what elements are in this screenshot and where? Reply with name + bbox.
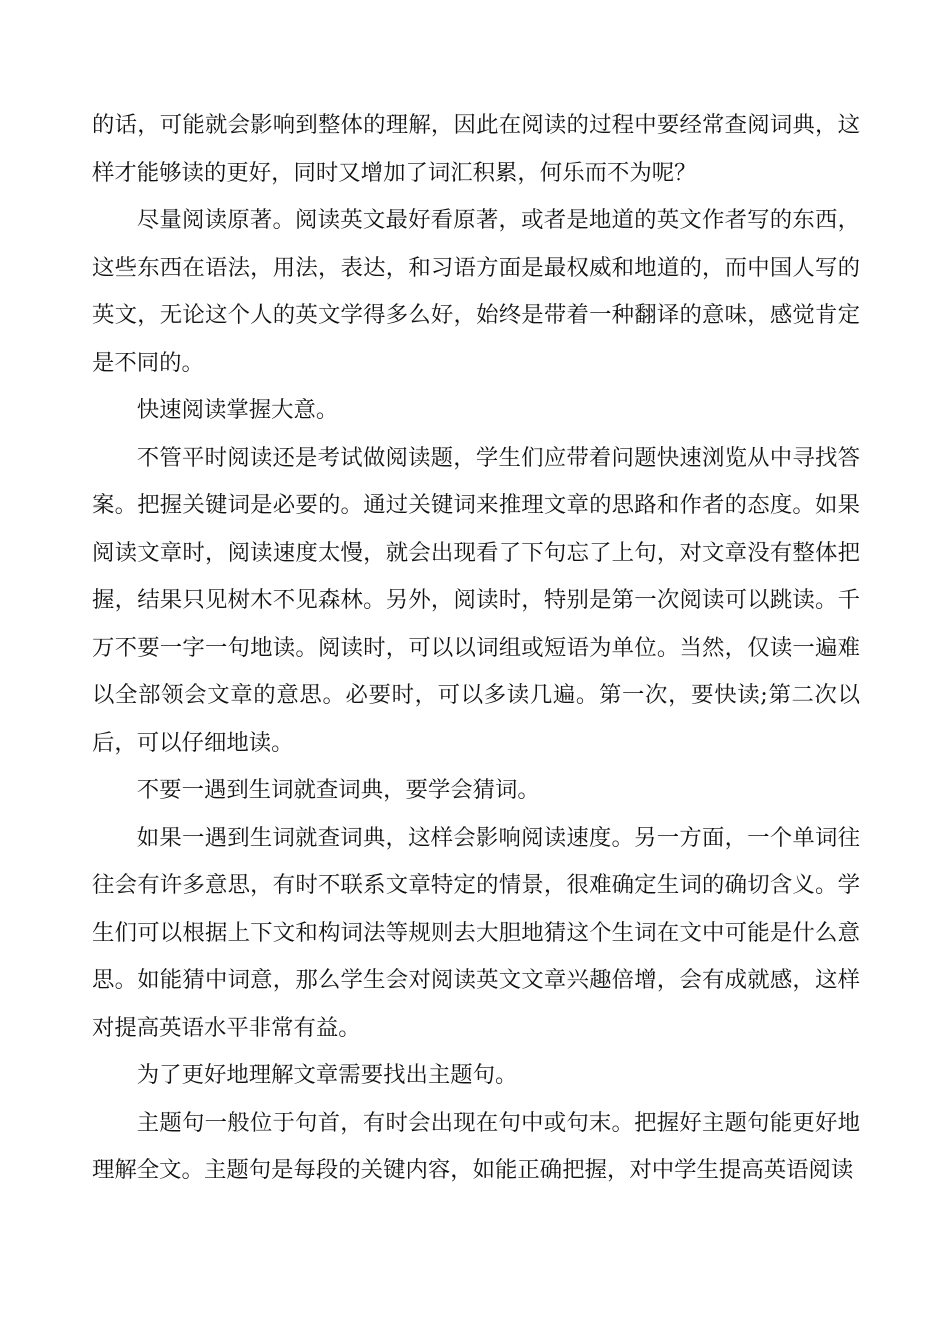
paragraph-guess-words: 如果一遇到生词就查词典，这样会影响阅读速度。另一方面，一个单词往往会有许多意思，有时不联系文章特定的情景，很难确定生词的确切含义。学生们可以根据上下文和构词法等规则去大胆地猜这个生词在文中可能是什么意思。如能猜中词意，那么学生会对阅读英文文章兴趣倍增，会有成就感，这样对提高英语水平非常有益。: [92, 824, 860, 1041]
paragraph-fast-reading: 不管平时阅读还是考试做阅读题，学生们应带着问题快速浏览从中寻找答案。把握关键词是必要的。通过关键词来推理文章的思路和作者的态度。如果阅读文章时，阅读速度太慢，就会出现看了下句忘了上句，对文章没有整体把握，结果只见树木不见森林。另外，阅读时，特别是第一次阅读可以跳读。千万不要一字一句地读。阅读时，可以以词组或短语为单位。当然，仅读一遍难以全部领会文章的意思。必要时，可以多读几遍。第一次，要快读;第二次以后，可以仔细地读。: [92, 444, 860, 756]
heading-fast-reading: 快速阅读掌握大意。: [136, 397, 339, 423]
heading-guess-words: 不要一遇到生词就查词典，要学会猜词。: [136, 777, 540, 803]
paragraph-continuation: 的话，可能就会影响到整体的理解，因此在阅读的过程中要经常查阅词典，这样才能够读的更好，同时又增加了词汇积累，何乐而不为呢？: [92, 112, 860, 186]
paragraph-topic-sentence: 主题句一般位于句首，有时会出现在句中或句末。把握好主题句能更好地理解全文。主题句是每段的关键内容，如能正确把握，对中学生提高英语阅读: [92, 1109, 860, 1183]
document-body: [92, 102, 860, 1195]
paragraph-read-originals: 尽量阅读原著。阅读英文最好看原著，或者是地道的英文作者写的东西，这些东西在语法，用法，表达，和习语方面是最权威和地道的，而中国人写的英文，无论这个人的英文学得多么好，始终是带着一种翻译的意味，感觉肯定是不同的。: [92, 207, 860, 376]
heading-topic-sentence: 为了更好地理解文章需要找出主题句。: [136, 1062, 518, 1088]
